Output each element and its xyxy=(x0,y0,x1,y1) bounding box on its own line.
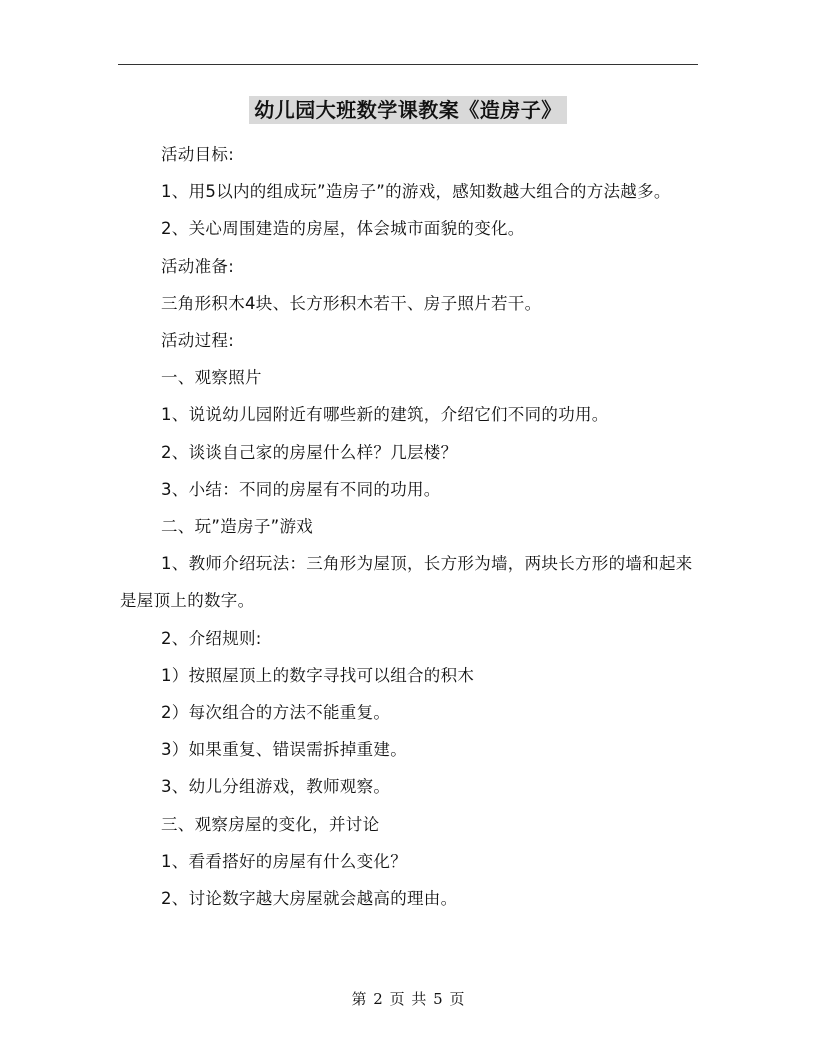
process-step-heading-2: 二、玩”造房子”游戏 xyxy=(161,517,314,537)
document-body xyxy=(120,136,698,917)
preparation-text: 三角形积木4块、长方形积木若干、房子照片若干。 xyxy=(161,293,542,313)
rule-item: 2）每次组合的方法不能重复。 xyxy=(161,703,391,723)
list-item: 1、说说幼儿园附近有哪些新的建筑，介绍它们不同的功用。 xyxy=(161,405,609,425)
section-heading-goals: 活动目标: xyxy=(161,145,235,164)
list-item: 2、讨论数字越大房屋就会越高的理由。 xyxy=(161,889,458,909)
list-item: 2、介绍规则: xyxy=(161,628,262,648)
document-title: 幼儿园大班数学课教案《造房子》 xyxy=(249,96,567,124)
list-item: 2、谈谈自己家的房屋什么样？几层楼？ xyxy=(161,442,458,462)
list-item: 3、小结：不同的房屋有不同的功用。 xyxy=(161,479,441,499)
process-step-heading-1: 一、观察照片 xyxy=(161,368,262,388)
header-rule xyxy=(118,64,698,65)
title-container xyxy=(0,96,816,124)
list-item: 3、幼儿分组游戏，教师观察。 xyxy=(161,777,391,797)
rule-item: 1）按照屋顶上的数字寻找可以组合的积木 xyxy=(161,665,475,685)
list-item: 1、教师介绍玩法：三角形为屋顶，长方形为墙，两块长方形的墙和起来是屋顶上的数字。 xyxy=(120,554,693,611)
process-step-heading-3: 三、观察房屋的变化，并讨论 xyxy=(161,814,380,834)
list-item: 1、看看搭好的房屋有什么变化？ xyxy=(161,851,407,871)
goal-item-1: 1、用5以内的组成玩”造房子”的游戏，感知数越大组合的方法越多。 xyxy=(161,182,671,202)
section-heading-process: 活动过程: xyxy=(161,331,235,351)
goal-item-2: 2、关心周围建造的房屋，体会城市面貌的变化。 xyxy=(161,219,525,239)
page-number-footer: 第 2 页 共 5 页 xyxy=(351,990,465,1008)
section-heading-preparation: 活动准备: xyxy=(161,256,235,276)
rule-item: 3）如果重复、错误需拆掉重建。 xyxy=(161,740,407,760)
